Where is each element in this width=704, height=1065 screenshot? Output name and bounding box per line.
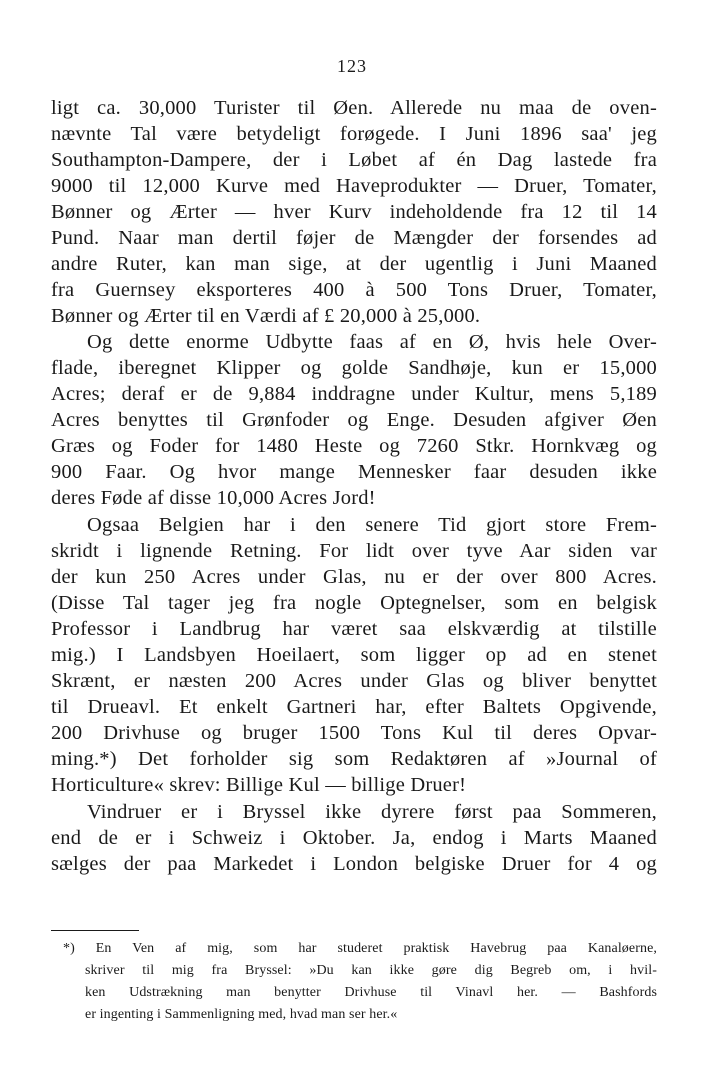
text-line: Horticulture« skrev: Billige Kul — billige Druer! — [51, 774, 467, 796]
text-line: mig.) I Landsbyen Hoeilaert, som ligger op ad en stenet — [51, 644, 657, 666]
text-line: til Drueavl. Et enkelt Gartneri har, efter Baltets Opgivende, — [51, 696, 657, 718]
text-line: fra Guernsey eksporteres 400 à 500 Tons Druer, Tomater, — [51, 279, 657, 301]
text-line: 900 Faar. Og hvor mange Mennesker faar desuden ikke — [51, 461, 657, 483]
text-line: Acres benyttes til Grønfoder og Enge. Desuden afgiver Øen — [51, 409, 657, 431]
text-line: end de er i Schweiz i Oktober. Ja, endog i Marts Maaned — [51, 827, 657, 849]
text-line: Acres; deraf er de 9,884 inddragne under Kultur, mens 5,189 — [51, 383, 657, 405]
text-line: deres Føde af disse 10,000 Acres Jord! — [51, 487, 376, 509]
text-line: Bønner og Ærter til en Værdi af £ 20,000 à 25,000. — [51, 305, 481, 327]
footnote-line: er ingenting i Sammenligning med, hvad man ser her.« — [85, 1007, 398, 1022]
text-line: 200 Drivhuse og bruger 1500 Tons Kul til deres Opvar- — [51, 722, 657, 744]
text-line: (Disse Tal tager jeg fra nogle Optegnelser, som en belgisk — [51, 592, 657, 614]
page-number: 123 — [337, 56, 367, 76]
text-line: andre Ruter, kan man sige, at der ugentlig i Juni Maaned — [51, 253, 657, 275]
text-line: Vindruer er i Bryssel ikke dyrere først paa Sommeren, — [87, 801, 657, 823]
text-line: ligt ca. 30,000 Turister til Øen. Allerede nu maa de oven- — [51, 97, 657, 119]
text-line: skridt i lignende Retning. For lidt over tyve Aar siden var — [51, 540, 657, 562]
text-line: Skrænt, er næsten 200 Acres under Glas og bliver benyttet — [51, 670, 657, 692]
text-line: ming.*) Det forholder sig som Redaktøren af »Journal of — [51, 748, 657, 770]
footnote-line: *) En Ven af mig, som har studeret praktisk Havebrug paa Kanaløerne, — [63, 941, 657, 956]
footnote-rule — [51, 930, 139, 931]
text-line: sælges der paa Markedet i London belgiske Druer for 4 og — [51, 853, 657, 875]
text-line: Pund. Naar man dertil føjer de Mængder der forsendes ad — [51, 227, 657, 249]
text-line: Professor i Landbrug har været saa elskværdig at tilstille — [51, 618, 657, 640]
text-line: Og dette enorme Udbytte faas af en Ø, hvis hele Over- — [87, 331, 657, 353]
text-line: nævnte Tal være betydeligt forøgede. I Juni 1896 saa' jeg — [51, 123, 657, 145]
text-line: Southampton-Dampere, der i Løbet af én Dag lastede fra — [51, 149, 657, 171]
text-line: der kun 250 Acres under Glas, nu er der over 800 Acres. — [51, 566, 657, 588]
text-line: 9000 til 12,000 Kurve med Haveprodukter — Druer, Tomater, — [51, 175, 657, 197]
footnote-line: skriver til mig fra Bryssel: »Du kan ikke gøre dig Begreb om, i hvil- — [85, 963, 657, 978]
text-line: Græs og Foder for 1480 Heste og 7260 Stkr. Hornkvæg og — [51, 435, 657, 457]
text-line: flade, iberegnet Klipper og golde Sandhøje, kun er 15,000 — [51, 357, 657, 379]
footnote-line: ken Udstrækning man benytter Drivhuse til Vinavl her. — Bashfords — [85, 985, 657, 1000]
text-line: Bønner og Ærter — hver Kurv indeholdende fra 12 til 14 — [51, 201, 657, 223]
text-line: Ogsaa Belgien har i den senere Tid gjort store Frem- — [87, 514, 657, 536]
